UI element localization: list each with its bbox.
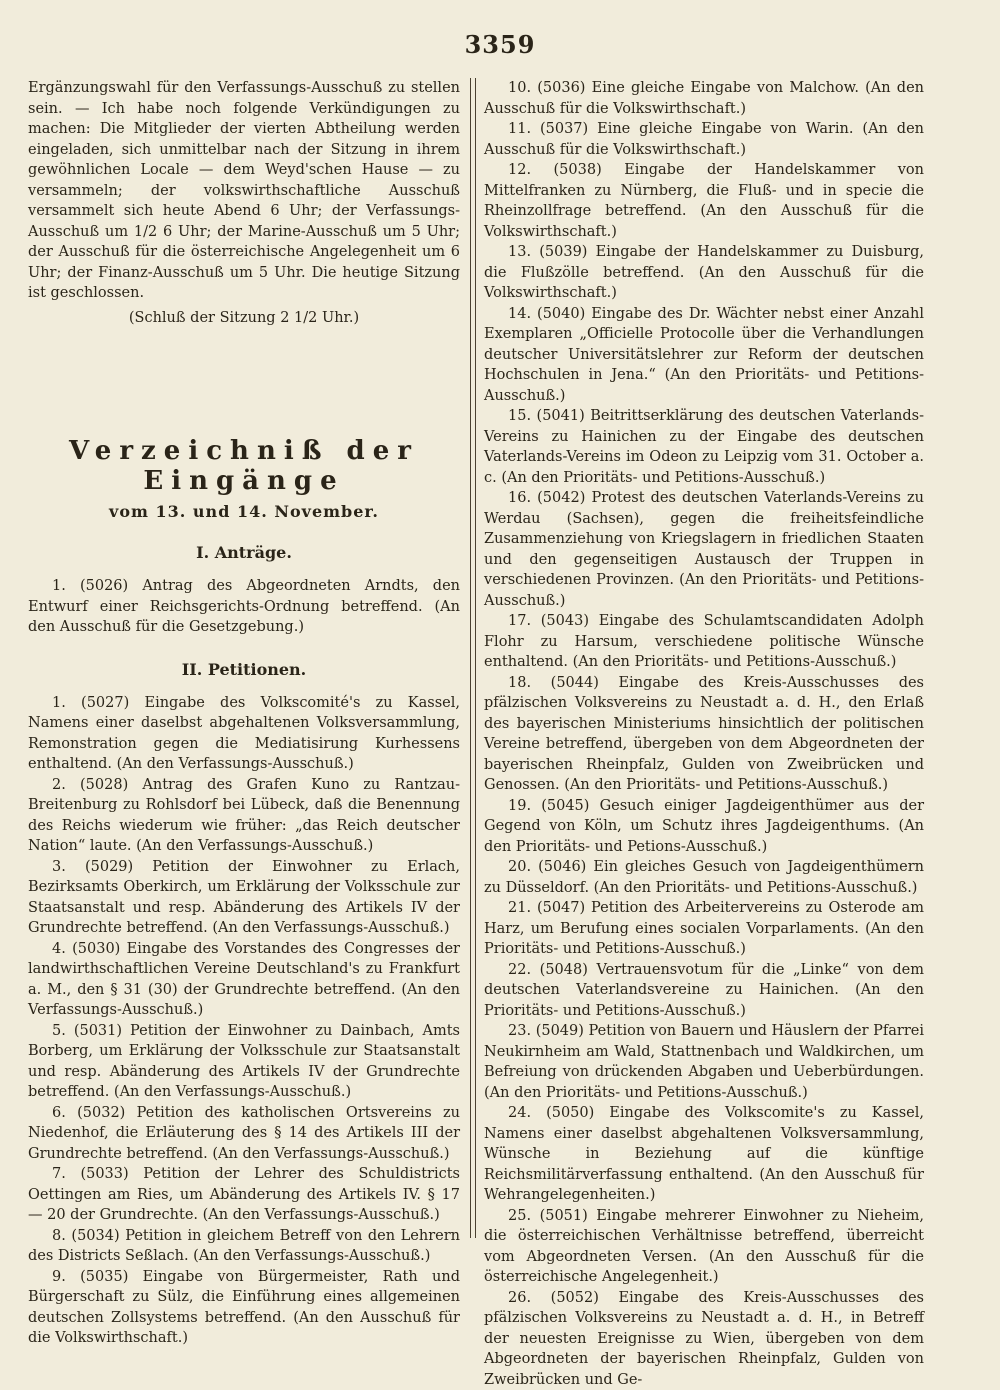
petition-entry: 23. (5049) Petition von Bauern und Häuslern der Pfarrei Neukirnheim am Wald, Stattnenbach und Waldkirchen, um Befreiung von drückenden Abgaben und Ueberbürdungen. (An den Prioritäts- und Petitions-Ausschuß.) [484, 1021, 924, 1103]
petition-entry: 15. (5041) Beitrittserklärung des deutschen Vaterlands-Vereins zu Hainichen zu der Eingabe des deutschen Vaterlands-Vereins im Odeon zu Leipzig vom 31. October a. c. (An den Prioritäts- und Petitions-Ausschuß.) [484, 406, 924, 488]
petitionen-heading: II. Petitionen. [28, 660, 460, 679]
section-title: Verzeichniß der Eingänge [28, 436, 460, 496]
session-announcements: Ergänzungswahl für den Verfassungs-Ausschuß zu stellen sein. — Ich habe noch folgende Verkündigungen zu machen: Die Mitglieder der vierten Abtheilung werden eingeladen, sich unmittelbar nach der Sitzung in ihrem gewöhnlichen Locale — dem Weyd'schen Hause — zu versammeln; der volkswirthschaftliche Ausschuß versammelt sich heute Abend 6 Uhr; der Verfassungs-Ausschuß um 1/2 6 Uhr; der Marine-Ausschuß um 5 Uhr; der Ausschuß für die österreichische Angelegenheit um 6 Uhr; der Finanz-Ausschuß um 5 Uhr. Die heutige Sitzung ist geschlossen. [28, 78, 460, 304]
petition-entry: 24. (5050) Eingabe des Volkscomite's zu Kassel, Namens einer daselbst abgehaltenen Volksversammlung, Wünsche in Beziehung auf die künftige Reichsmilitärverfassung enthaltend. (An den Ausschuß für Wehrangelegenheiten.) [484, 1103, 924, 1206]
petition-entry: 13. (5039) Eingabe der Handelskammer zu Duisburg, die Flußzölle betreffend. (An den Ausschuß für die Volkswirthschaft.) [484, 242, 924, 304]
petition-entry: 26. (5052) Eingabe des Kreis-Ausschusses des pfälzischen Volksvereins zu Neustadt a. d. H., in Betreff der neuesten Ereignisse zu Wien, übergeben von dem Abgeordneten der bayerischen Rheinpfalz, Gulden von Zweibrücken und Ge- [484, 1288, 924, 1390]
page-number: 3359 [0, 30, 1000, 59]
petition-entry: 14. (5040) Eingabe des Dr. Wächter nebst einer Anzahl Exemplaren „Officielle Protocolle über die Verhandlungen deutscher Universitätslehrer zur Reform der deutschen Hochschulen in Jena.“ (An den Prioritäts- und Petitions-Ausschuß.) [484, 304, 924, 407]
petition-entry: 12. (5038) Eingabe der Handelskammer von Mittelfranken zu Nürnberg, die Fluß- und in specie die Rheinzollfrage betreffend. (An den Ausschuß für die Volkswirthschaft.) [484, 160, 924, 242]
petition-entry: 7. (5033) Petition der Lehrer des Schuldistricts Oettingen am Ries, um Abänderung des Artikels IV. § 17 — 20 der Grundrechte. (An den Verfassungs-Ausschuß.) [28, 1164, 460, 1226]
petition-entry: 10. (5036) Eine gleiche Eingabe von Malchow. (An den Ausschuß für die Volkswirthschaft.) [484, 78, 924, 119]
petition-entry: 6. (5032) Petition des katholischen Ortsvereins zu Niedenhof, die Erläuterung des § 14 des Artikels III der Grundrechte betreffend. (An den Verfassungs-Ausschuß.) [28, 1103, 460, 1165]
left-column [28, 78, 460, 1349]
antraege-heading: I. Anträge. [28, 543, 460, 562]
antrag-entry: 1. (5026) Antrag des Abgeordneten Arndts, den Entwurf einer Reichsgerichts-Ordnung betreffend. (An den Ausschuß für die Gesetzgebung.) [28, 576, 460, 638]
petition-entry: 19. (5045) Gesuch einiger Jagdeigenthümer aus der Gegend von Köln, um Schutz ihres Jagdeigenthums. (An den Prioritäts- und Petions-Ausschuß.) [484, 796, 924, 858]
petition-entry: 8. (5034) Petition in gleichem Betreff von den Lehrern des Districts Seßlach. (An den Verfassungs-Ausschuß.) [28, 1226, 460, 1267]
petition-entry: 22. (5048) Vertrauensvotum für die „Linke“ von dem deutschen Vaterlandsvereine zu Hainichen. (An den Prioritäts- und Petitions-Ausschuß.) [484, 960, 924, 1022]
petition-entry: 17. (5043) Eingabe des Schulamtscandidaten Adolph Flohr zu Harsum, verschiedene politische Wünsche enthaltend. (An den Prioritäts- und Petitions-Ausschuß.) [484, 611, 924, 673]
petition-entry: 4. (5030) Eingabe des Vorstandes des Congresses der landwirthschaftlichen Vereine Deutschland's zu Frankfurt a. M., den § 31 (30) der Grundrechte betreffend. (An den Verfassungs-Ausschuß.) [28, 939, 460, 1021]
petition-entry: 1. (5027) Eingabe des Volkscomité's zu Kassel, Namens einer daselbst abgehaltenen Volksversammlung, Remonstration gegen die Mediatisirung Kurhessens enthaltend. (An den Verfassungs-Ausschuß.) [28, 693, 460, 775]
petition-entry: 18. (5044) Eingabe des Kreis-Ausschusses des pfälzischen Volksvereins zu Neustadt a. d. H., den Erlaß des bayerischen Ministeriums hinsichtlich der politischen Vereine betreffend, übergeben von dem Abgeordneten der bayerischen Rheinpfalz, Gulden von Zweibrücken und Genossen. (An den Prioritäts- und Petitions-Ausschuß.) [484, 673, 924, 796]
petition-entry: 11. (5037) Eine gleiche Eingabe von Warin. (An den Ausschuß für die Volkswirthschaft.) [484, 119, 924, 160]
column-divider [470, 78, 476, 1238]
petition-entry: 21. (5047) Petition des Arbeitervereins zu Osterode am Harz, um Berufung eines socialen Vorparlaments. (An den Prioritäts- und Petitions-Ausschuß.) [484, 898, 924, 960]
right-column [484, 78, 924, 1390]
petition-entry: 20. (5046) Ein gleiches Gesuch von Jagdeigenthümern zu Düsseldorf. (An den Prioritäts- und Petitions-Ausschuß.) [484, 857, 924, 898]
petition-entry: 25. (5051) Eingabe mehrerer Einwohner zu Nieheim, die österreichischen Verhältnisse betreffend, überreicht vom Abgeordneten Versen. (An den Ausschuß für die österreichische Angelegenheit.) [484, 1206, 924, 1288]
petition-entry: 2. (5028) Antrag des Grafen Kuno zu Rantzau-Breitenburg zu Rohlsdorf bei Lübeck, daß die Benennung des Reichs wiederum wie früher: „das Reich deutscher Nation“ laute. (An den Verfassungs-Ausschuß.) [28, 775, 460, 857]
petition-entry: 9. (5035) Eingabe von Bürgermeister, Rath und Bürgerschaft zu Sülz, die Einführung eines allgemeinen deutschen Zollsystems betreffend. (An den Ausschuß für die Volkswirthschaft.) [28, 1267, 460, 1349]
petition-entry: 5. (5031) Petition der Einwohner zu Dainbach, Amts Borberg, um Erklärung der Volksschule zur Staatsanstalt und resp. Abänderung des Artikels IV der Grundrechte betreffend. (An den Verfassungs-Ausschuß.) [28, 1021, 460, 1103]
section-date: vom 13. und 14. November. [28, 502, 460, 521]
session-closing: (Schluß der Sitzung 2 1/2 Uhr.) [28, 308, 460, 329]
petition-entry: 16. (5042) Protest des deutschen Vaterlands-Vereins zu Werdau (Sachsen), gegen die freiheitsfeindliche Zusammenziehung von Kriegslagern in friedlichen Staaten und den gegenseitigen Austausch der Truppen in verschiedenen Provinzen. (An den Prioritäts- und Petitions-Ausschuß.) [484, 488, 924, 611]
petition-entry: 3. (5029) Petition der Einwohner zu Erlach, Bezirksamts Oberkirch, um Erklärung der Volksschule zur Staatsanstalt und resp. Abänderung des Artikels IV der Grundrechte betreffend. (An den Verfassungs-Ausschuß.) [28, 857, 460, 939]
